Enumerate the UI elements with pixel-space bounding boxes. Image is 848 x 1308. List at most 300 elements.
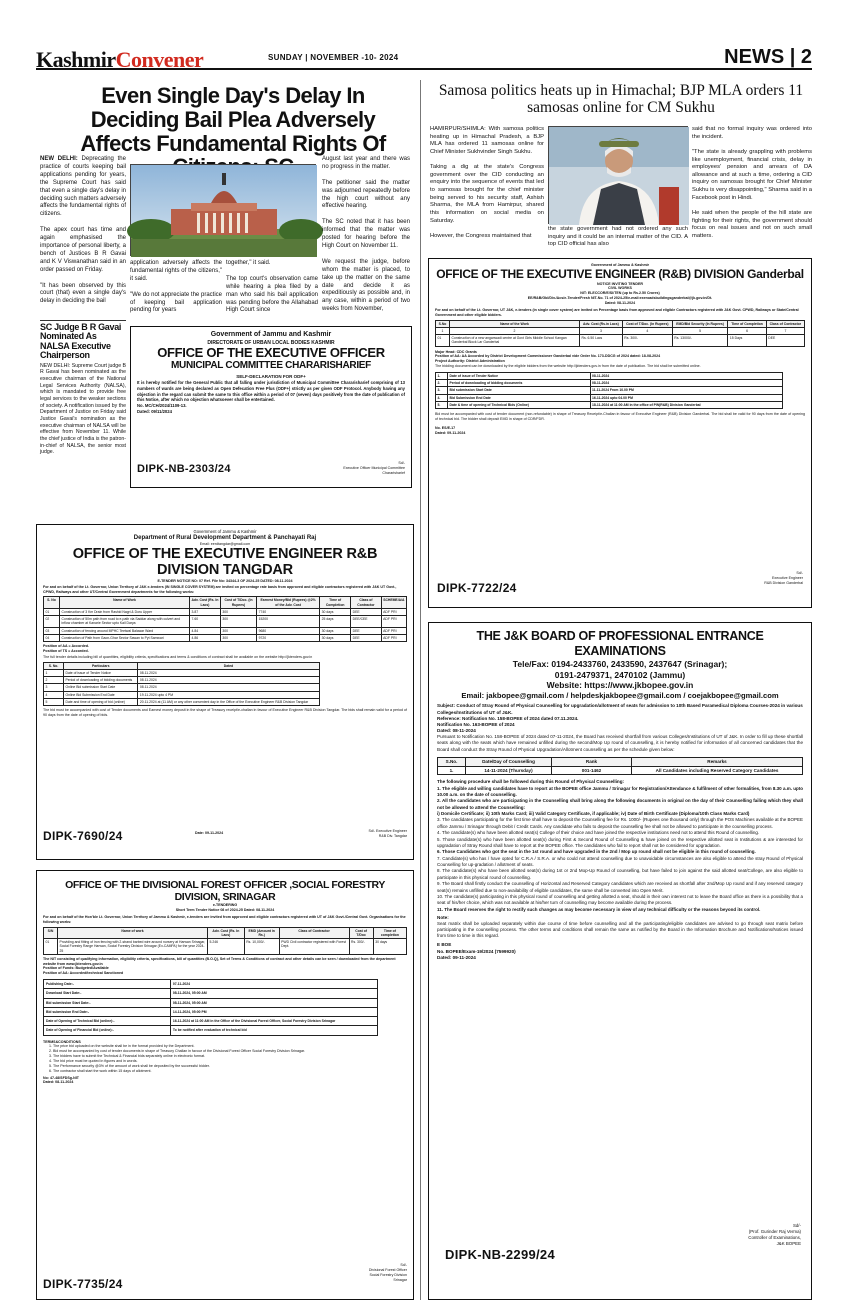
table-row <box>44 1007 378 1016</box>
cell: 300 <box>220 634 256 641</box>
list-item: 2. Bid must be accompanied by cost of tender documents in shape of Treasury Challan in favour of the Divisional Forest Officer Social Forestry Division Srinagar. <box>53 1049 407 1054</box>
ad-bopee-sign4: J&K BOPEE <box>776 1240 801 1246</box>
cell: Rs. 13000/- <box>672 335 728 347</box>
ad-bopee-sign2: (Prof. Gurinder Raj Verma) <box>748 1228 801 1234</box>
table-row <box>436 380 783 387</box>
cell: 2 <box>450 327 580 334</box>
table-row <box>44 608 407 615</box>
ad-tangdar-fine: The bid must be accompanied with cost of Tender documents and Earnest money deposit in the shape of Treasury receipt/e-challan in favour of Executive Engineer R&B Division Tangdar. The bids shall remain valid for a period of 90 days from the date of opening of bids. <box>43 708 407 718</box>
table-row <box>436 387 783 394</box>
list-item: 9. The Board shall firstly conduct the counselling of Horizontal and Reserved Category candidates which are received as shortfall after 2nd/Mop Up round and if any reserved category seat(s) remains unfilled due to non-availability of eligible candidates, the same shall be converted into Open Merit. <box>437 881 803 893</box>
cell: 08.11.2024 <box>138 669 319 676</box>
table-header-row <box>44 597 407 609</box>
list-item: 4. The candidate(s) who have been allotted seat(s) College of their choice and have joined the respective institutions need not to attend this Round of counselling. <box>437 830 760 836</box>
cell: 4 <box>44 691 64 698</box>
ad-forest-sub: e-TENDERING <box>212 903 238 908</box>
cell: DEE <box>351 634 382 641</box>
ad-bopee-note-heading: Note: <box>437 915 449 921</box>
cell: 16-11-2024 upto 04.00 PM <box>590 394 782 401</box>
table-row <box>44 998 378 1007</box>
table-row <box>44 980 378 989</box>
th-emd: EMD/Bid Security (In Rupees) <box>672 320 728 327</box>
th-scheme: SCHEME/A/A <box>381 597 406 609</box>
th-sno: S.No <box>436 320 450 327</box>
ad-char-sign3: Chararisharief <box>382 470 405 475</box>
th-sno: S. No. <box>44 662 64 669</box>
ad-gbl-ref: EE/R&B/Gbl/Div./Acs/e-Tender/Fresh NIT-No. 71 of 2024-25/e-mail:exeroadsbuildingsganderbal@jk.gov.in/Dt. <box>527 296 713 301</box>
list-item: 2. All the candidates who are participating in the Counselling shall bring along the following documents in original on the day of their Counselling failing which they shall not be allowed to attend the Counselling: <box>437 798 803 810</box>
cell: 6 <box>728 327 766 334</box>
ad-bopee-email[interactable]: Email: jakbopee@gmail.com / helpdeskjakbopee@gmail.com / coejakbopee@gmail.com <box>461 690 779 700</box>
cell: 2. <box>436 380 448 387</box>
cell: 9680 <box>257 627 320 634</box>
ad-gbl-project: Project Authority: District Administration <box>435 359 505 364</box>
table-row <box>436 401 783 408</box>
table-row <box>44 691 320 698</box>
ad-forest-terms <box>43 1044 407 1073</box>
th-remarks: Remarks <box>632 757 803 766</box>
table-row <box>44 627 407 634</box>
nalsa-headline: SC Judge B R Gavai Nominated As NALSA Executive Chairperson <box>40 322 122 361</box>
ad-tangdar-pos-ts: Position of TS = Accorded. <box>43 649 89 654</box>
ad-gbl-date2: Dated: 09-11-2024 <box>435 430 466 435</box>
bail-headline: Even Single Day's Delay In Deciding Bail Plea Adversely Affects Fundamental Rights Of <box>80 83 386 156</box>
ad-char-subtitle: MUNICIPAL COMMITTEE CHARARISHARIEF <box>171 360 371 372</box>
ad-bopee-reference: Reference: Notification No. 158-BOPEE of 2024 dated 07.11.2024. <box>437 715 579 721</box>
ad-tangdar-schedule-table <box>43 662 320 707</box>
column-divider <box>420 80 421 1300</box>
cell: 30 days <box>320 634 351 641</box>
ad-bopee-para: Pursuant to Notification No. 158-BOPEE of 2024 dated 07-11-2024, the Board has received shortfall from various Colleges/Institutions of UT of J&K. In order to fill up these shortfall seats along with the seats which have remained unfilled during the second/Mop Up round of counselling, it is hereby notified for information of all concerned candidates that the Board shall conduct the Stray Round of Physical Upgradation/Allotment counselling as per the schedule given below: <box>437 734 803 752</box>
cell: Date of issue of Tender Notice <box>448 372 591 379</box>
newspaper-logo[interactable] <box>36 46 203 74</box>
table-row <box>44 634 407 641</box>
list-item: 8. The candidate(s) who have been allotted seat(s) during 1st or 2nd Mop-Up Round of counselling, but have failed to join against the said allotted seat/College, are also eligible to participate in this physical round of counselling. <box>437 868 803 880</box>
ad-char-no: No. MC/CH/2024/1109-13. <box>137 403 187 409</box>
table-row <box>436 394 783 401</box>
list-item: 11. The Board reserves the right to rectify such changes as may become necessary in view of any technical difficulty or the reasons beyond its control. <box>437 906 761 912</box>
ad-forest <box>36 870 414 1300</box>
cell: Construction of 50m path from road to e-path via Saddar along with culvert and inflow chamber at Kanarie Sector upto Kail Darya <box>60 616 190 628</box>
cell: Date & time of opening of Technical Bids (Online) <box>448 401 591 408</box>
ad-gbl-sign1: Sd/- <box>796 571 803 575</box>
ad-tangdar-intro: For and on behalf of the Lt. Governor, Union Territory of J&K e-tenders (IN SINGLE COVER SYSTEM) are invited on percentage rate basis from approved and eligible contractors registered with J&K UT Govt., CPWD, Railways and other UT/Central Government departments for the following works: <box>43 584 397 594</box>
ad-bopee-tel2: 0191-2479371, 2470102 (Jammu) <box>554 669 686 680</box>
ad-gbl-sub2: CIVIL WORKS <box>608 286 632 291</box>
cell: 1 <box>436 327 450 334</box>
table-row <box>44 698 320 705</box>
list-item: 6. Those Candidates who got the seat in the 1st round and have upgraded in the 2nd / Mop up round shall not be eligible in this round of counselling. <box>437 849 756 855</box>
cell: 5 <box>44 698 64 705</box>
cell: 1. <box>436 372 448 379</box>
cell: 03 <box>44 627 60 634</box>
ad-bopee-eboe: E BOE <box>437 942 452 948</box>
person-portrait-icon <box>549 127 689 225</box>
cell: 30 days <box>373 939 406 955</box>
th-class: Class of Contractor <box>279 927 349 939</box>
cell: 15200 <box>257 616 320 628</box>
ad-bopee-no: No. BOPEE/Exam-19/2024 (7599920) <box>437 948 516 954</box>
list-item: 3. The candidates participating for the first time shall have to deposit the Counselling fee for Rs. 1000/- (Rupees one thousand only) through the POS Machines available at the BOPEE office Jammu / Srinagar through Debit / Credit Cards. Any candidate who fails to deposit the counselling fee shall not be allowed to participate in the counselling process. <box>437 817 803 829</box>
ad-bopee-schedule-table <box>437 757 803 775</box>
table-row <box>438 766 803 775</box>
ad-char-title: OFFICE OF THE EXECUTIVE OFFICER <box>157 345 385 360</box>
th-name: Name of the Work <box>450 320 580 327</box>
bail-dateline: NEW DELHI: <box>40 156 78 162</box>
ad-char-org2: DIRECTORATE OF URBAN LOCAL BODIES KASHMIR <box>207 339 335 346</box>
list-item: 1. The price bid uploaded on the website shall be in the format provided by the Department. <box>53 1044 407 1049</box>
ad-gbl-bidding-note: The bidding document can be downloaded by the eligible bidders from the website http://jktenders.gov.in from the date of publication. The bid shall be submitted online. <box>435 364 701 369</box>
cell: Date of issue of Tender Notice <box>64 669 138 676</box>
th-time: Time of completion <box>373 927 406 939</box>
cell: 5 <box>672 327 728 334</box>
ad-forest-pos1: Position of Funds: Budgeted/Available <box>43 966 109 971</box>
cell: 3 <box>44 684 64 691</box>
ad-gbl-code: DIPK-7722/24 <box>437 581 517 595</box>
cell: 7.60 <box>190 616 221 628</box>
ad-forest-schedule-table <box>43 979 378 1036</box>
cell: 30 days <box>320 627 351 634</box>
ad-tangdar-sign1: Sd/- Executive Engineer <box>368 829 407 833</box>
ad-tangdar-dept: Department of Rural Development Department & Panchayati Raj <box>133 534 317 541</box>
cell: Date of Opening of Financial Bid (online):- <box>44 1026 171 1035</box>
cell: ADF PRI <box>381 608 406 615</box>
list-item: 5. The Performance security @3% of the amount of work shall be deposited by the successful bidder. <box>53 1064 407 1069</box>
cell: To be notified after evaluation of technical bid <box>170 1026 377 1035</box>
bail-col-3: together," it said. The top court's observation came while hearing a plea filed by a man who said his bail application was pending before the Allahabad High Court since <box>226 260 318 314</box>
ad-char-code: DIPK-NB-2303/24 <box>137 463 231 475</box>
ad-char-signature <box>343 461 405 476</box>
cell: 30 days <box>320 608 351 615</box>
cell: Providing and fitting of iron fencing with 2-strand barbed wire around nursery at Harwan Srinagar, Social Forestry Range Harwan, Social Forestry Division Srinagar (Ex-CAMPA) for the year 2024-25 <box>58 939 208 955</box>
ad-tangdar-top: Government of Jammu & Kashmir <box>193 529 257 534</box>
ad-gbl-top: Government of Jammu & Kashmir <box>590 263 650 267</box>
cell: 3.87 <box>190 608 221 615</box>
table-row <box>436 327 805 334</box>
ad-gbl-major-head: Major Head: CDC Grants <box>435 349 477 354</box>
cell: 02 <box>44 616 60 628</box>
cell: 9720 <box>257 634 320 641</box>
bail-col-1-text: Deprecating the practice of courts keeping bail applications pending for years, the Supreme Court has said that even a single day's delay in deciding such matters adversely affects the fundamental rights of citizens. The apex court has time and again emphasised the importance of personal liberty, a bench of Justices B R Gavai and K V Viswanathan said in an order passed on Friday. "It has been observed by this court (that) even a single day's delay in deciding the bail <box>40 156 126 305</box>
ad-char-sign2: Executive Officer Municipal Committee <box>343 465 405 470</box>
bail-col-1 <box>40 156 126 316</box>
cell: 01 <box>44 608 60 615</box>
cell: Construction of 3 Km Drain from Rashid Nagri & Doru Upper <box>60 608 190 615</box>
list-item: 5. Those candidate(s) who have been allotted seat(s) during First & Second Round of Counselling & have joined on the respective allotted seat in Institutions & are interested for upgradation of Stray Round shall have to report at the BOPEE office. The candidates who fail to report shall not be considered for upgradation. <box>437 836 803 848</box>
supreme-court-building-icon <box>131 165 317 257</box>
cell: 4. <box>436 394 448 401</box>
ad-forest-terms-heading: TERMS&CONDITIONS <box>43 1039 81 1044</box>
cell: Bid submission End Date:- <box>44 1007 171 1016</box>
th-time: Time of Completion <box>728 320 766 327</box>
ad-bopee-signature <box>748 1223 801 1247</box>
ad-tangdar-title: OFFICE OF THE EXECUTIVE ENGINEER R&B DIVISION TANGDAR <box>72 546 378 578</box>
cell: 01 <box>44 939 58 955</box>
cell: 20.11.2024 at (11 AM) or any other convenient day in the Office of the Executive Engineer R&B Division Tangdar <box>138 698 319 705</box>
ad-gbl-no: No. ES/E-17 <box>435 425 456 430</box>
th-sn: S/N <box>44 927 58 939</box>
ad-gbl-position: Position of AA: AA Accorded by District Development Commissioner Ganderbal vide Order No. 173-DDCG of 2024 dated: 18-08-2024 <box>435 354 661 359</box>
ad-tangdar-code: DIPK-7690/24 <box>43 829 123 843</box>
ad-forest-dated: Dated: 08-11-2024 <box>43 1080 74 1085</box>
cell: ADF PRI <box>381 616 406 628</box>
th-time: Time of Completion <box>320 597 351 609</box>
th-emd: EMD (Amount in Rs.) <box>244 927 279 939</box>
cell: 18-11-2024 at 11:00 AM in the office of PW(R&B) Division Ganderbal <box>590 401 782 408</box>
th-cost: Adv. Cost (Rs. In Lacs) <box>190 597 221 609</box>
ad-tangdar-date: Date: 09-11-2024 <box>195 831 224 835</box>
ad-bopee-following: The following procedure shall be followed during this Round of Physical Counselling: <box>437 779 625 785</box>
cell: ADF PRI <box>381 634 406 641</box>
cell: Rs. 10,000/- <box>244 939 279 955</box>
cell: Construction of fencing around MPHC Teetwal Balawar Ward <box>60 627 190 634</box>
cell: 08-11-2024, 05:00 AM <box>170 998 377 1007</box>
cell: Bid submission Start Date <box>448 387 591 394</box>
supreme-court-photo <box>130 164 316 256</box>
table-row <box>44 1026 378 1035</box>
cell: Publishing Date:- <box>44 980 171 989</box>
table-row <box>44 677 320 684</box>
ad-gbl-schedule-table <box>435 372 783 409</box>
ad-bopee-title: THE J&K BOARD OF PROFESSIONAL ENTRANCE EXAMINATIONS <box>476 629 764 658</box>
cell: 04 <box>44 634 60 641</box>
cell: 14-11-2024, 05:00 PM <box>170 1007 377 1016</box>
list-item: 1. The eligible and willing candidates have to report at the BOPEE office Jammu / Srinagar for Registration/Attendance & fulfilment of other formalities, from 8.30 a.m. upto 10.00 a.m. on the date of counselling. <box>437 785 803 797</box>
cell: 2 <box>44 677 64 684</box>
ad-tangdar-works-table <box>43 596 407 642</box>
ad-tangdar-ref: E-TENDER NOTICE NO: 07 Ref. File No: 34344-3 OF 2024-25 DATED: 08.11.2024 <box>157 578 293 583</box>
samosa-col-1: HAMIRPUR/SHIMLA: With samosa politics heating up in Himachal Pradesh, a BJP MLA has ordered 11 samosas online for Chief Minister Sukhvinder Singh Sukhu. Taking a dig at the state's Congress government over the CID conducting an enquiry into the sequence of events that led to samosas brought for the chief minister being served to his security staff, Ashish Sharma, the MLA from Hamirpur, shared this information on social media on Saturday. However, the Congress maintained that <box>430 126 544 239</box>
table-row <box>44 684 320 691</box>
ad-forest-ref: Short Term Tender Notice 08 of 2024-25 Dated: 08-11-2024 <box>175 907 275 912</box>
ad-forest-title: OFFICE OF THE DIVISIONAL FOREST OFFICER ,SOCIAL FORESTRY DIVISION, SRINAGAR <box>65 879 385 904</box>
ad-tangdar-note: The full tender details including bill of quantities, eligibility criteria, specifications and terms & conditions of contract shall be available on the website http://jktenders.gov.in <box>43 654 313 659</box>
ad-gbl-nit: NIT: ELECCOR/E/SI/TEN (up to Rs.2.50 Crores) <box>580 291 660 296</box>
ad-bopee-points <box>437 786 803 914</box>
cell: 3. <box>436 387 448 394</box>
nalsa-text: NEW DELHI: Supreme Court judge B R Gavai has been nominated as the executive chairman of the National Legal Services Authority (NALSA), which is mandated to provide free legal services to the weaker sections of society. A notification issued by the Department of Justice on Friday said Justice Gavai's nomination as the executive chairman of NALSA will be effective from November 11. While the chief justice of India is the patron-in-chief of NALSA, the senior most judge. <box>40 362 126 456</box>
ad-forest-sign2: Divisional Forest Officer <box>368 1267 407 1272</box>
th-tdoc: Cost of T/Doc <box>349 927 373 939</box>
cell: 08-11-2024, 05:00 AM <box>170 989 377 998</box>
cell: Construction of a new anganwadi centre at Govt Girls Middle School Kangan Ganderbal Block Lar Ganderbal <box>450 335 580 347</box>
ad-bopee-notification: Notification No. 163-BOPEE of 2024 <box>437 721 515 727</box>
list-item: 4. The bid price must be quoted in figures and in words. <box>53 1059 407 1064</box>
th-name: Name of work <box>58 927 208 939</box>
cell: ADF PRI <box>381 627 406 634</box>
ad-tangdar-pos-aa: Position of AA = Accorded. <box>43 644 90 649</box>
ad-forest-code: DIPK-7735/24 <box>43 1277 123 1291</box>
th-class: Class of Contractor <box>351 597 382 609</box>
ad-bopee-web[interactable]: Website: https://www.jkbopee.gov.in <box>546 680 694 691</box>
table-row <box>44 616 407 628</box>
cell: Date and time of opening of bid (online) <box>64 698 138 705</box>
samosa-col-2: the state government had not ordered any such inquiry and it could be an internal matter of the CID. A top CID official has also <box>548 226 688 248</box>
masthead <box>36 44 812 70</box>
cell: 4.86 <box>190 634 221 641</box>
table-row <box>44 939 407 955</box>
cell: DEE/CEE <box>351 616 382 628</box>
cell: Online Bid submission Start Date <box>64 684 138 691</box>
ad-tangdar-sign2: R&B Div. Tangdar <box>378 833 407 838</box>
ad-char-sign1: Sd/- <box>398 461 405 465</box>
cell: 19.11.2024 upto 4 PM <box>138 691 319 698</box>
cell: 001-1462 <box>552 766 632 775</box>
ad-chararisharief <box>130 326 412 488</box>
ad-forest-sign4: Srinagar <box>393 1277 407 1282</box>
ad-forest-signature <box>369 1263 407 1282</box>
table-row <box>436 335 805 347</box>
cell: 25 days <box>320 616 351 628</box>
cell: 16-11-2024 at 11:00 AM in the Office of the Divisional Forest Officer, Social Forestry Division Srinagar <box>170 1017 377 1026</box>
cell: Rs. 6.50 Lacs <box>580 335 623 347</box>
table-header-row <box>44 662 320 669</box>
cell: Date of Opening of Technical Bid (online):- <box>44 1017 171 1026</box>
cell: 7 <box>766 327 804 334</box>
cell: 300 <box>220 608 256 615</box>
list-item: i) Domicile Certificate; ii) 10th Marks Card; iii) Valid Category Certificate, if applicable; iv) Date of Birth Certificate (Diploma/10th Class Marks Card) <box>437 811 750 817</box>
th-name: Name of Work <box>60 597 190 609</box>
cell: 5. <box>436 401 448 408</box>
ad-bopee-sign3: Controller of Examinations, <box>748 1234 801 1240</box>
table-row <box>44 1017 378 1026</box>
ad-tangdar <box>36 524 414 860</box>
cell: 15 Days <box>728 335 766 347</box>
ad-forest-pos2: Position of AA: Accorded/technical Sanctioned <box>43 971 124 976</box>
cm-sukhu-photo <box>548 126 688 224</box>
table-header-row <box>44 927 407 939</box>
cell: 3 <box>580 327 623 334</box>
ad-char-dated: Dated: 09/11/2024 <box>137 408 172 414</box>
ad-bopee-code: DIPK-NB-2299/24 <box>445 1247 555 1262</box>
ad-gbl-works-table <box>435 320 805 347</box>
cell: 08.11.2024 <box>138 677 319 684</box>
list-item: 10. The candidate(s) participating in this physical round of counselling and getting allotted a seat, should in their own interest not to leave the Board office as there is a possibility that a seat of his/her choice, which was not available at his/her turn of counselling may become available during the process. <box>437 893 803 906</box>
th-dated: Dated <box>138 662 319 669</box>
ad-forest-sign1: Sd/- <box>400 1263 407 1267</box>
ad-tangdar-email: Email: eerdtangdar@gmail.com <box>199 542 251 547</box>
logo-kashmir: Kashmir <box>36 47 116 72</box>
table-row <box>44 669 320 676</box>
th-rank: Rank <box>552 757 632 766</box>
table-row <box>44 989 378 998</box>
ad-bopee-sign1: Sd/- <box>792 1223 801 1228</box>
cell: Bid submission Start Date:- <box>44 998 171 1007</box>
cell: Download Start Date:- <box>44 989 171 998</box>
list-item: 6. The contractor shall start the work within 15 days of allotment. <box>53 1069 407 1074</box>
ad-bopee-tel: Tele/Fax: 0194-2433760, 2433590, 2437647 (Srinagar); <box>512 659 728 669</box>
cell: Rs. 300/- <box>622 335 672 347</box>
cell: 01 <box>436 335 450 347</box>
th-tdoc: Cost of T/Doc. (In Rupees) <box>220 597 256 609</box>
th-sno: S. No <box>44 597 60 609</box>
ad-gbl-signature <box>764 571 803 586</box>
cell: 7740 <box>257 608 320 615</box>
list-item: 7. Candidate(s) who has / have opted for C.R.A / S.R.A. or who could not attend counselling due to unavoidable circumstances are also eligible to attend the stray Round of Physical Counselling for up-gradation / allotment of seats. <box>437 855 803 868</box>
cell: Rs. 300/- <box>349 939 373 955</box>
table-header-row <box>436 320 805 327</box>
ad-forest-intro: For and on behalf of the Hon'ble Lt. Governor, Union Territory of Jammu & Kashmir, e-tenders are invited from approved and eligible contractors registered with UT of J&K Govt./Central Govt. Organisations for the following works: <box>43 914 406 924</box>
bail-col-2: application adversely affects the fundamental rights of the citizens," it said. "We do not appreciate the practice of keeping bail application pending for years <box>130 260 222 314</box>
ad-tangdar-signature <box>368 829 407 839</box>
cell: 4 <box>622 327 672 334</box>
cell: 300 <box>220 616 256 628</box>
issue-date: SUNDAY | NOVEMBER -10- 2024 <box>268 53 399 62</box>
ad-ganderbal <box>428 258 812 608</box>
cell: 5.246 <box>208 939 245 955</box>
ad-gbl-sign3: R&B Division Ganderbal <box>764 580 803 585</box>
ad-gbl-notes: Bid must be accompanied with cost of tender document (non-refundable) in shape of Treasury Receipt/e-Challan in favour of Executive Engineer (R&B) Division Ganderbal. The bid shall be valid for 90 days from the date of opening of technical bid. The bidder shall deposit EMD in shape of CDR/FDR. <box>435 412 805 422</box>
th-cost: Adv. Cost (Rs.in Lacs) <box>580 320 623 327</box>
ad-bopee-note: Seat matrix shall be uploaded separately within due course of time before counselling and all the participating/eligible candidates are advised to go through seat matrix before participating in the counselling process. The other terms and conditions shall remain the same as notified by the Board in the Information Brochure and Notifications/Notices issued from time to time in this regard. <box>437 921 803 939</box>
list-item: 3. The bidders have to submit the Technical & Financial bids separately online in electronic format. <box>53 1054 407 1059</box>
cell: 1 <box>44 669 64 676</box>
th-date: Date/Day of Counselling <box>466 757 552 766</box>
ad-gbl-intro: For and on behalf of the Lt. Governor, UT J&K, e-tenders (in single cover system) are invited on Percentage basis from approved and eligible Contractors registered with J&K Govt. CPWD, Railways or State/Central Government and other eligible bidders. <box>435 307 799 317</box>
cell: 08-11-2024 <box>590 380 782 387</box>
nalsa-story <box>40 320 126 456</box>
ad-bopee-dated: Dated: 08-11-2024 <box>437 728 476 734</box>
th-tdoc: Cost of T/Doc. (In Rupees) <box>622 320 672 327</box>
ad-char-org1: Government of Jammu and Kashmir <box>210 331 332 338</box>
ad-gbl-sub1: NOTICE INVITING TENDER <box>597 281 643 286</box>
ad-bopee-subject: Subject: Conduct of Stray Round of Physical Counselling for upgradation/allotment of seats for admission to 10th Based Paramedical Diploma Courses-2024 in various Colleges/Institutions of UT of J&K. <box>437 703 803 715</box>
cell: PWD Civil contractor registered with Forest Dept. <box>279 939 349 955</box>
bail-col-4: August last year and there was no progress in the matter. The petitioner said the matter was adjourned repeatedly before the high court without any effective hearing. The SC noted that it has been informed that the matter was posted for hearing before the High Court on November 11. We request the judge, before whom the matter is placed, to take up the matter on the same date and decide it as expeditiously as possible and, in any case, within a period of two weeks from November, <box>322 156 410 313</box>
ad-forest-no: No: 47-48/SFDSg-NIT <box>43 1075 79 1080</box>
ad-gbl-sign2: Executive Engineer <box>772 575 803 580</box>
ad-forest-works-table <box>43 927 407 955</box>
cell: DEE <box>351 608 382 615</box>
ad-gbl-dated: Dated: 08-11-2024 <box>604 301 636 306</box>
cell: Construction of Path from Gaon-Ghar Sector Sawan to Pyt Samwari <box>60 634 190 641</box>
cell: Period of downloading of bidding documents <box>448 380 591 387</box>
ad-forest-note: The NIT consisting of qualifying information, eligibility criteria, specifications, bill of quantities (B.O.Q), Set of Terms & Conditions of contract and other details can be seen / downloaded from the department website from www.jktenders.gov.in <box>43 956 396 966</box>
table-row <box>436 372 783 379</box>
page-number: NEWS | 2 <box>724 46 812 68</box>
cell: 4.84 <box>190 627 221 634</box>
ad-char-heading: SELF-DECLARATION FOR ODF+ <box>236 373 306 379</box>
cell: 11-11-2024 From 10.00 PM <box>590 387 782 394</box>
logo-convener: Convener <box>115 47 204 72</box>
ad-bopee <box>428 622 812 1300</box>
samosa-headline: Samosa politics heats up in Himachal; BJP MLA orders 11 samosas online for CM Sukhu <box>438 82 804 117</box>
th-particulars: Particulars <box>64 662 138 669</box>
cell: Period of downloading of bidding documents <box>64 677 138 684</box>
th-cost: Adv. Cost (Rs. In Lacs) <box>208 927 245 939</box>
cell: DEE <box>351 627 382 634</box>
table-header-row <box>438 757 803 766</box>
cell: All Candidates including Reserved Category Candidates <box>632 766 803 775</box>
cell: 07-11-2024 <box>170 980 377 989</box>
ad-gbl-title: OFFICE OF THE EXECUTIVE ENGINEER (R&B) DIVISION Ganderbal <box>436 266 804 281</box>
cell: DEE <box>766 335 804 347</box>
cell: Online Bid Submission End Date <box>64 691 138 698</box>
cell: 08.11.2024 <box>138 684 319 691</box>
th-class: Class of Contractor <box>766 320 804 327</box>
cell: 14-11-2024 (Thursday) <box>466 766 552 775</box>
th-emd: Earnest Money/Bid (Rupees) @2% of the Adv. Cost <box>257 597 320 609</box>
ad-bopee-dated2: Dated: 09-11-2024 <box>437 954 476 960</box>
cell: 08-11-2024 <box>590 372 782 379</box>
cell: Bid Submission End Date <box>448 394 591 401</box>
ad-char-body: It is hereby notified for the General Public that all falling under jurisdiction of Municipal Committee Chararisharief comprising of 13 numbers of wards are being declared as Open Defecation Free Plus (ODF+) strictly as per given ODF Protocol. Anybody having any objection in the regard can submit the same to this office within a period of 07 (seven) days positively from the date of publication of this Notice, after which no objection whatsoever shall be entertained. <box>137 380 405 403</box>
cell: 300 <box>220 627 256 634</box>
th-sno: S.No. <box>438 757 466 766</box>
ad-forest-sign3: Social Forestry Division <box>369 1272 407 1277</box>
samosa-col-3: said that no formal inquiry was ordered into the incident. "The state is already grappling with problems like unemployment, financial crisis, delay in employees' pension and arrears of DA allowance and at such a time, ordering a CID inquiry on samosas brought for Chief Minister Sukhu is very disappointing," Sharma said in a Facebook post in Hindi. He said when the people of the hill state are fighting for their rights, the government should focus on real issues and not on such small matters. <box>692 126 812 239</box>
cell: 1. <box>438 766 466 775</box>
